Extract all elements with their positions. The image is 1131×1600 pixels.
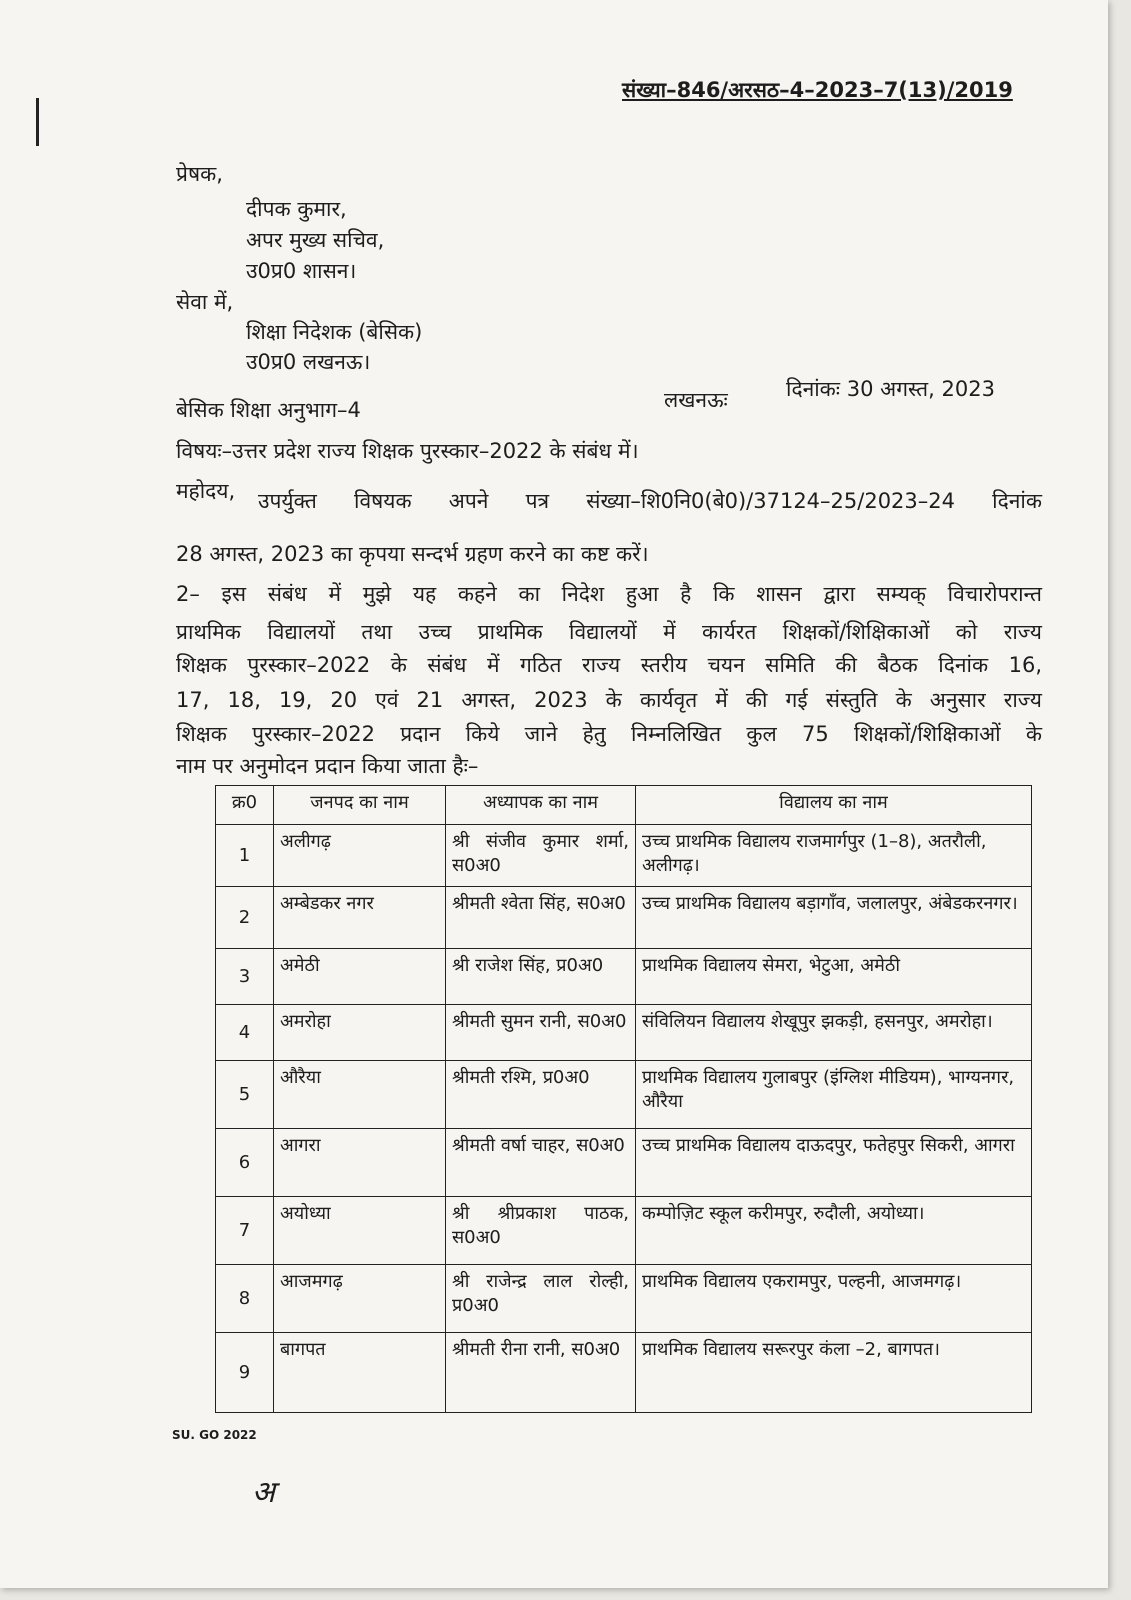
recipient-office: उ0प्र0 लखनऊ।	[246, 350, 371, 374]
cell-serial: 6	[216, 1129, 274, 1197]
cell-teacher: श्री राजेश सिंह, प्र0अ0	[446, 949, 636, 1005]
paragraph1-line: 28 अगस्त, 2023 का कृपया सन्दर्भ ग्रहण करने का कष्ट करें।	[176, 542, 649, 566]
sender-office: उ0प्र0 शासन।	[246, 259, 357, 283]
date-value: 30 अगस्त, 2023	[846, 377, 995, 401]
paragraph2-line: 17, 18, 19, 20 एवं 21 अगस्त, 2023 के कार्यवृत में की गई संस्तुति के अनुसार राज्य	[176, 688, 1042, 712]
cell-district: अयोध्या	[274, 1197, 446, 1265]
table-row	[216, 887, 1032, 949]
header-teacher: अध्यापक का नाम	[446, 786, 636, 825]
table-row	[216, 1005, 1032, 1061]
cell-school: कम्पोज़िट स्कूल करीमपुर, रुदौली, अयोध्या।	[636, 1197, 1032, 1265]
cell-serial: 2	[216, 887, 274, 949]
cell-district: औरैया	[274, 1061, 446, 1129]
cell-serial: 4	[216, 1005, 274, 1061]
date	[786, 375, 995, 403]
cell-teacher: श्रीमती सुमन रानी, स0अ0	[446, 1005, 636, 1061]
table-row	[216, 1197, 1032, 1265]
cell-serial: 9	[216, 1333, 274, 1413]
header-district: जनपद का नाम	[274, 786, 446, 825]
cell-school: प्राथमिक विद्यालय सेमरा, भेटुआ, अमेठी	[636, 949, 1032, 1005]
cell-serial: 8	[216, 1265, 274, 1333]
cell-teacher: श्रीमती श्वेता सिंह, स0अ0	[446, 887, 636, 949]
cell-teacher: श्रीमती वर्षा चाहर, स0अ0	[446, 1129, 636, 1197]
cell-serial: 7	[216, 1197, 274, 1265]
sender-label: प्रेषक,	[176, 162, 223, 186]
table-row	[216, 1061, 1032, 1129]
cell-district: बागपत	[274, 1333, 446, 1413]
cell-district: आजमगढ़	[274, 1265, 446, 1333]
header-school: विद्यालय का नाम	[636, 786, 1032, 825]
awardee-table	[215, 785, 1032, 1413]
cell-school: प्राथमिक विद्यालय एकरामपुर, पल्हनी, आजमगढ़।	[636, 1265, 1032, 1333]
cell-district: अमरोहा	[274, 1005, 446, 1061]
table-row	[216, 949, 1032, 1005]
cell-teacher: श्री संजीव कुमार शर्मा, स0अ0	[446, 825, 636, 887]
reference-number: संख्या–846/अरसठ–4–2023–7(13)/2019	[622, 78, 1013, 102]
recipient-designation: शिक्षा निदेशक (बेसिक)	[246, 320, 423, 344]
table-row	[216, 1129, 1032, 1197]
header-serial: क्र0	[216, 786, 274, 825]
cell-teacher: श्री राजेन्द्र लाल रोल्ही, प्र0अ0	[446, 1265, 636, 1333]
salutation: महोदय,	[176, 479, 236, 503]
cell-district: आगरा	[274, 1129, 446, 1197]
cell-school: संविलियन विद्यालय शेखूपुर झकड़ी, हसनपुर, अमरोहा।	[636, 1005, 1032, 1061]
paragraph2-line: प्राथमिक विद्यालयों तथा उच्च प्राथमिक विद्यालयों में कार्यरत शिक्षकों/शिक्षिकाओं को राज्य	[176, 620, 1042, 644]
table-row	[216, 1333, 1032, 1413]
table-header-row	[216, 786, 1032, 825]
sender-name: दीपक कुमार,	[246, 197, 347, 221]
place: लखनऊः	[664, 388, 728, 412]
paragraph2-line: शिक्षक पुरस्कार–2022 प्रदान किये जाने हेतु निम्नलिखित कुल 75 शिक्षकों/शिक्षिकाओं के	[176, 722, 1042, 746]
table-row	[216, 825, 1032, 887]
cell-serial: 3	[216, 949, 274, 1005]
cell-serial: 5	[216, 1061, 274, 1129]
paragraph1-line: उपर्युक्त विषयक अपने पत्र संख्या–शि0नि0(बे0)/37124–25/2023–24 दिनांक	[258, 489, 1042, 513]
cell-school: उच्च प्राथमिक विद्यालय राजमार्गपुर (1–8), अतरौली, अलीगढ़।	[636, 825, 1032, 887]
paragraph2-line: 2– इस संबंध में मुझे यह कहने का निदेश हुआ है कि शासन द्वारा सम्यक् विचारोपरान्त	[176, 582, 1042, 606]
cell-school: प्राथमिक विद्यालय सरूरपुर कंला –2, बागपत।	[636, 1333, 1032, 1413]
cell-school: उच्च प्राथमिक विद्यालय दाऊदपुर, फतेहपुर सिकरी, आगरा	[636, 1129, 1032, 1197]
footer-code: SU. GO 2022	[172, 1428, 257, 1442]
table-row	[216, 1265, 1032, 1333]
section-name: बेसिक शिक्षा अनुभाग–4	[176, 398, 361, 422]
subject-line: विषयः–उत्तर प्रदेश राज्य शिक्षक पुरस्कार–2022 के संबंध में।	[176, 439, 639, 463]
cell-district: अम्बेडकर नगर	[274, 887, 446, 949]
cell-teacher: श्रीमती रीना रानी, स0अ0	[446, 1333, 636, 1413]
paragraph2-line: नाम पर अनुमोदन प्रदान किया जाता हैः–	[176, 754, 479, 778]
cell-teacher: श्री श्रीप्रकाश पाठक, स0अ0	[446, 1197, 636, 1265]
cell-district: अमेठी	[274, 949, 446, 1005]
handwritten-initials: अ	[252, 1475, 275, 1510]
margin-mark	[36, 98, 39, 146]
sender-designation: अपर मुख्य सचिव,	[246, 228, 385, 252]
date-label: दिनांकः	[786, 377, 841, 401]
cell-teacher: श्रीमती रश्मि, प्र0अ0	[446, 1061, 636, 1129]
recipient-label: सेवा में,	[176, 290, 234, 314]
cell-school: प्राथमिक विद्यालय गुलाबपुर (इंग्लिश मीडियम), भाग्यनगर, औरैया	[636, 1061, 1032, 1129]
cell-district: अलीगढ़	[274, 825, 446, 887]
paragraph2-line: शिक्षक पुरस्कार–2022 के संबंध में गठित राज्य स्तरीय चयन समिति की बैठक दिनांक 16,	[176, 653, 1042, 677]
cell-serial: 1	[216, 825, 274, 887]
cell-school: उच्च प्राथमिक विद्यालय बड़ागाँव, जलालपुर, अंबेडकरनगर।	[636, 887, 1032, 949]
